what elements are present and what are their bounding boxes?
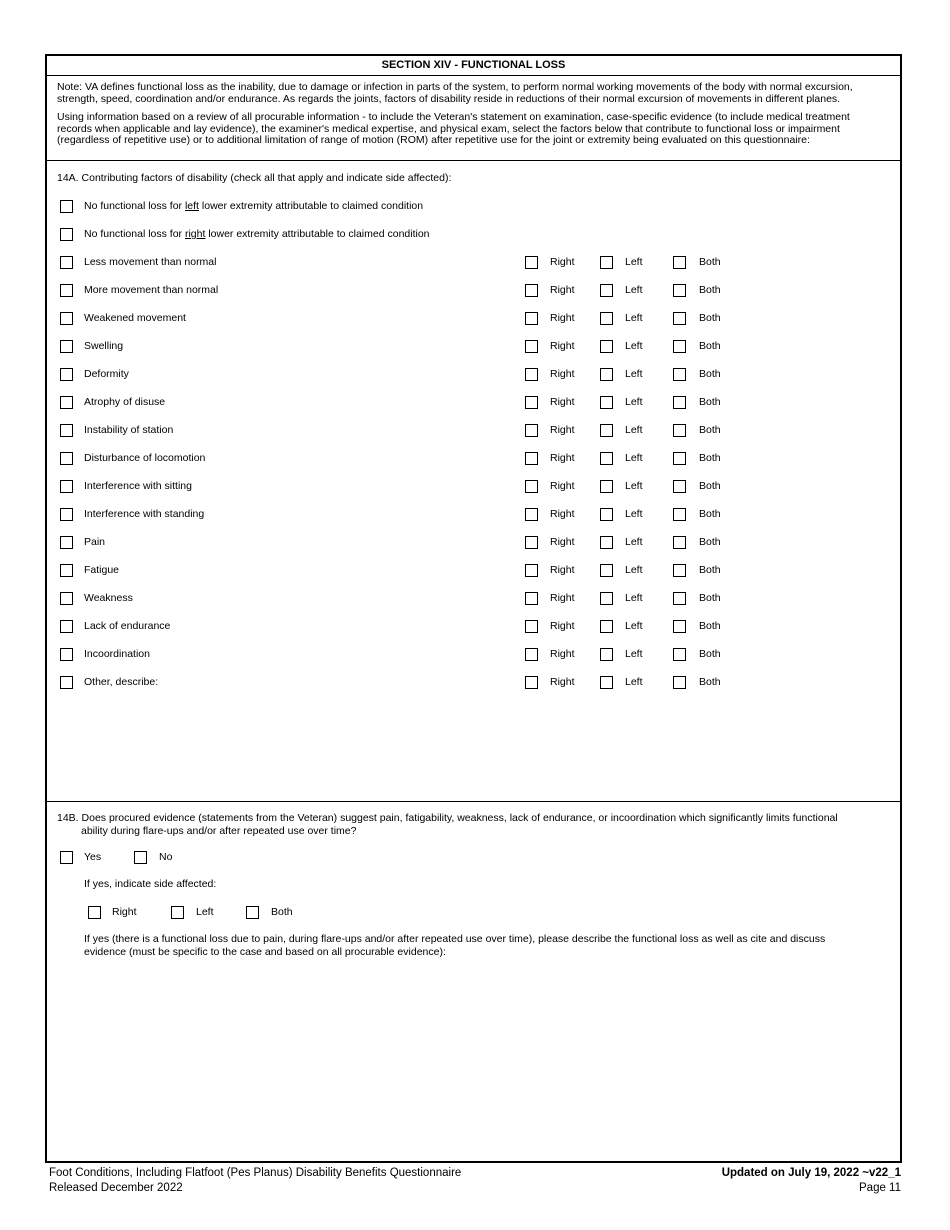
factor-label: Interference with standing xyxy=(84,508,205,520)
both-label: Both xyxy=(699,368,721,380)
factor-label: Instability of station xyxy=(84,424,174,436)
factor-row xyxy=(47,507,900,523)
both-label: Both xyxy=(699,536,721,548)
factor-row xyxy=(47,535,900,551)
factor-row xyxy=(47,619,900,635)
right-label: Right xyxy=(550,648,575,660)
both-label: Both xyxy=(699,312,721,324)
no-loss-left-checkbox[interactable] xyxy=(60,200,73,213)
describe-answer-area[interactable] xyxy=(57,966,892,1151)
factor-label: Fatigue xyxy=(84,564,120,576)
right-checkbox[interactable] xyxy=(525,564,538,577)
divider xyxy=(47,160,900,161)
side-prompt: If yes, indicate side affected: xyxy=(84,878,217,890)
left-checkbox[interactable] xyxy=(600,424,613,437)
factor-checkbox[interactable] xyxy=(60,256,73,269)
left-label: Left xyxy=(625,396,643,408)
factor-row xyxy=(47,255,900,271)
factor-checkbox[interactable] xyxy=(60,592,73,605)
both-checkbox[interactable] xyxy=(673,480,686,493)
both-label: Both xyxy=(699,592,721,604)
both-label: Both xyxy=(699,676,721,688)
factor-row xyxy=(47,367,900,383)
functional-loss-section xyxy=(45,54,902,1163)
no-loss-left-row xyxy=(47,199,900,215)
factor-label: Swelling xyxy=(84,340,124,352)
right-checkbox[interactable] xyxy=(525,312,538,325)
section-title: SECTION XIV - FUNCTIONAL LOSS xyxy=(47,56,900,76)
left-label: Left xyxy=(625,676,643,688)
right-label: Right xyxy=(550,284,575,296)
both-checkbox[interactable] xyxy=(673,340,686,353)
factor-label: Weakness xyxy=(84,592,133,604)
factor-checkbox[interactable] xyxy=(60,424,73,437)
factor-label: Less movement than normal xyxy=(84,256,217,268)
factor-label: Incoordination xyxy=(84,648,150,660)
left-label: Left xyxy=(625,340,643,352)
factor-checkbox[interactable] xyxy=(60,480,73,493)
left-label: Left xyxy=(625,424,643,436)
left-checkbox[interactable] xyxy=(600,620,613,633)
right-label: Right xyxy=(550,508,575,520)
both-checkbox[interactable] xyxy=(673,284,686,297)
factor-label: Lack of endurance xyxy=(84,620,171,632)
right-checkbox[interactable] xyxy=(525,452,538,465)
note-instructions: Using information based on a review of all procurable information - to include the Veteran's statement on examination, case-specific evidence (to include medical treatment records when applicable and lay evidence), the examiner's medical expertise, and physical exam, select the factors below that contribute to functional loss or impairment (regardless of repetitive use) or to additional limitation of range of motion (ROM) after repetitive use for the joint or extremity being evaluated on this questionnaire: xyxy=(57,111,850,146)
left-label: Left xyxy=(625,284,643,296)
both-checkbox[interactable] xyxy=(673,424,686,437)
factor-checkbox[interactable] xyxy=(60,508,73,521)
left-label: Left xyxy=(625,452,643,464)
left-label: Left xyxy=(625,508,643,520)
left-label: Left xyxy=(625,592,643,604)
factor-checkbox[interactable] xyxy=(60,536,73,549)
right-checkbox[interactable] xyxy=(525,620,538,633)
section-note xyxy=(57,82,887,154)
yes-label: Yes xyxy=(84,851,102,863)
q14b-prompt-line1: 14B. Does procured evidence (statements from the Veteran) suggest pain, fatigability, weakness, lack of endurance, or incoordination which significantly limits functional xyxy=(57,812,838,824)
describe-prompt-line2: evidence (must be specific to the case and based on all procurable evidence): xyxy=(84,946,446,958)
factor-checkbox[interactable] xyxy=(60,368,73,381)
both-checkbox[interactable] xyxy=(673,396,686,409)
right-checkbox[interactable] xyxy=(525,648,538,661)
right-checkbox[interactable] xyxy=(525,592,538,605)
left-checkbox[interactable] xyxy=(600,508,613,521)
footer-left xyxy=(49,1166,461,1196)
both-checkbox[interactable] xyxy=(673,592,686,605)
factor-row xyxy=(47,339,900,355)
factor-row xyxy=(47,479,900,495)
factor-row xyxy=(47,675,900,691)
q14b-right-label: Right xyxy=(112,906,137,918)
right-checkbox[interactable] xyxy=(525,480,538,493)
both-checkbox[interactable] xyxy=(673,620,686,633)
right-checkbox[interactable] xyxy=(525,256,538,269)
right-label: Right xyxy=(550,536,575,548)
no-loss-left-label: No functional loss for left lower extremity attributable to claimed condition xyxy=(84,200,424,212)
left-checkbox[interactable] xyxy=(600,452,613,465)
left-checkbox[interactable] xyxy=(600,676,613,689)
factor-label: Atrophy of disuse xyxy=(84,396,166,408)
both-checkbox[interactable] xyxy=(673,536,686,549)
left-label: Left xyxy=(625,536,643,548)
factor-checkbox[interactable] xyxy=(60,620,73,633)
left-checkbox[interactable] xyxy=(600,256,613,269)
left-label: Left xyxy=(625,312,643,324)
both-checkbox[interactable] xyxy=(673,648,686,661)
factor-row xyxy=(47,283,900,299)
q14b-left-label: Left xyxy=(196,906,214,918)
left-checkbox[interactable] xyxy=(600,396,613,409)
factor-checkbox[interactable] xyxy=(60,284,73,297)
q14b-both-checkbox[interactable] xyxy=(246,906,259,919)
factor-checkbox[interactable] xyxy=(60,312,73,325)
updated-date: Updated on July 19, 2022 ~v22_1 xyxy=(721,1167,901,1179)
right-checkbox[interactable] xyxy=(525,508,538,521)
left-label: Left xyxy=(625,648,643,660)
factor-row xyxy=(47,423,900,439)
q14a-prompt: 14A. Contributing factors of disability (check all that apply and indicate side affected): xyxy=(57,172,452,184)
right-label: Right xyxy=(550,592,575,604)
no-label: No xyxy=(159,851,173,863)
both-checkbox[interactable] xyxy=(673,312,686,325)
both-label: Both xyxy=(699,648,721,660)
right-checkbox[interactable] xyxy=(525,340,538,353)
both-label: Both xyxy=(699,284,721,296)
form-name: Foot Conditions, Including Flatfoot (Pes Planus) Disability Benefits Questionnaire xyxy=(49,1167,462,1179)
both-label: Both xyxy=(699,480,721,492)
left-checkbox[interactable] xyxy=(600,592,613,605)
left-checkbox[interactable] xyxy=(600,312,613,325)
left-checkbox[interactable] xyxy=(600,648,613,661)
right-label: Right xyxy=(550,452,575,464)
left-checkbox[interactable] xyxy=(600,368,613,381)
q14b-right-checkbox[interactable] xyxy=(88,906,101,919)
right-label: Right xyxy=(550,256,575,268)
factor-checkbox[interactable] xyxy=(60,396,73,409)
both-label: Both xyxy=(699,340,721,352)
right-checkbox[interactable] xyxy=(525,284,538,297)
left-checkbox[interactable] xyxy=(600,340,613,353)
both-label: Both xyxy=(699,620,721,632)
both-label: Both xyxy=(699,508,721,520)
factor-row xyxy=(47,647,900,663)
right-label: Right xyxy=(550,340,575,352)
right-label: Right xyxy=(550,396,575,408)
left-label: Left xyxy=(625,564,643,576)
left-checkbox[interactable] xyxy=(600,536,613,549)
left-checkbox[interactable] xyxy=(600,284,613,297)
left-checkbox[interactable] xyxy=(600,564,613,577)
both-checkbox[interactable] xyxy=(673,676,686,689)
divider xyxy=(47,801,900,802)
factor-label: Disturbance of locomotion xyxy=(84,452,206,464)
no-loss-right-label: No functional loss for right lower extremity attributable to claimed condition xyxy=(84,228,430,240)
right-label: Right xyxy=(550,564,575,576)
right-label: Right xyxy=(550,676,575,688)
both-checkbox[interactable] xyxy=(673,452,686,465)
q14b-both-label: Both xyxy=(271,906,293,918)
note-definition: Note: VA defines functional loss as the inability, due to damage or infection in parts of the system, to perform normal working movements of the body with normal excursion, strength, speed, coordination and/or endurance. As regards the joints, factors of disability reside in reductions of their normal excursion of movements in different planes. xyxy=(57,81,853,105)
factor-row xyxy=(47,591,900,607)
right-label: Right xyxy=(550,368,575,380)
both-checkbox[interactable] xyxy=(673,368,686,381)
factor-checkbox[interactable] xyxy=(60,564,73,577)
q14b-left-checkbox[interactable] xyxy=(171,906,184,919)
right-checkbox[interactable] xyxy=(525,676,538,689)
factor-label: Deformity xyxy=(84,368,129,380)
no-checkbox[interactable] xyxy=(134,851,147,864)
both-label: Both xyxy=(699,452,721,464)
factor-checkbox[interactable] xyxy=(60,648,73,661)
describe-prompt-line1: If yes (there is a functional loss due to pain, during flare-ups and/or after repeated use over time), please describe the functional loss as well as cite and discuss xyxy=(84,933,826,945)
both-label: Both xyxy=(699,396,721,408)
page-number: Page 11 xyxy=(859,1182,901,1194)
left-checkbox[interactable] xyxy=(600,480,613,493)
factor-checkbox[interactable] xyxy=(60,340,73,353)
right-label: Right xyxy=(550,424,575,436)
right-label: Right xyxy=(550,620,575,632)
left-label: Left xyxy=(625,368,643,380)
factor-label: Weakened movement xyxy=(84,312,186,324)
no-loss-right-row xyxy=(47,227,900,243)
both-checkbox[interactable] xyxy=(673,256,686,269)
left-label: Left xyxy=(625,256,643,268)
factor-checkbox[interactable] xyxy=(60,676,73,689)
yes-checkbox[interactable] xyxy=(60,851,73,864)
factor-label: Interference with sitting xyxy=(84,480,192,492)
factor-label: Pain xyxy=(84,536,106,548)
factor-checkbox[interactable] xyxy=(60,452,73,465)
right-label: Right xyxy=(550,312,575,324)
both-label: Both xyxy=(699,424,721,436)
both-label: Both xyxy=(699,564,721,576)
footer-right xyxy=(722,1166,901,1196)
both-checkbox[interactable] xyxy=(673,508,686,521)
q14b-prompt-line2: ability during flare-ups and/or after repeated use over time? xyxy=(81,825,357,837)
no-loss-right-checkbox[interactable] xyxy=(60,228,73,241)
left-label: Left xyxy=(625,480,643,492)
right-label: Right xyxy=(550,480,575,492)
right-checkbox[interactable] xyxy=(525,424,538,437)
left-label: Left xyxy=(625,620,643,632)
right-checkbox[interactable] xyxy=(525,396,538,409)
both-checkbox[interactable] xyxy=(673,564,686,577)
right-checkbox[interactable] xyxy=(525,368,538,381)
released-date: Released December 2022 xyxy=(49,1182,183,1194)
factor-row xyxy=(47,395,900,411)
factor-row xyxy=(47,451,900,467)
factor-label: Other, describe: xyxy=(84,676,159,688)
both-label: Both xyxy=(699,256,721,268)
factor-label: More movement than normal xyxy=(84,284,219,296)
right-checkbox[interactable] xyxy=(525,536,538,549)
factor-row xyxy=(47,311,900,327)
factor-row xyxy=(47,563,900,579)
